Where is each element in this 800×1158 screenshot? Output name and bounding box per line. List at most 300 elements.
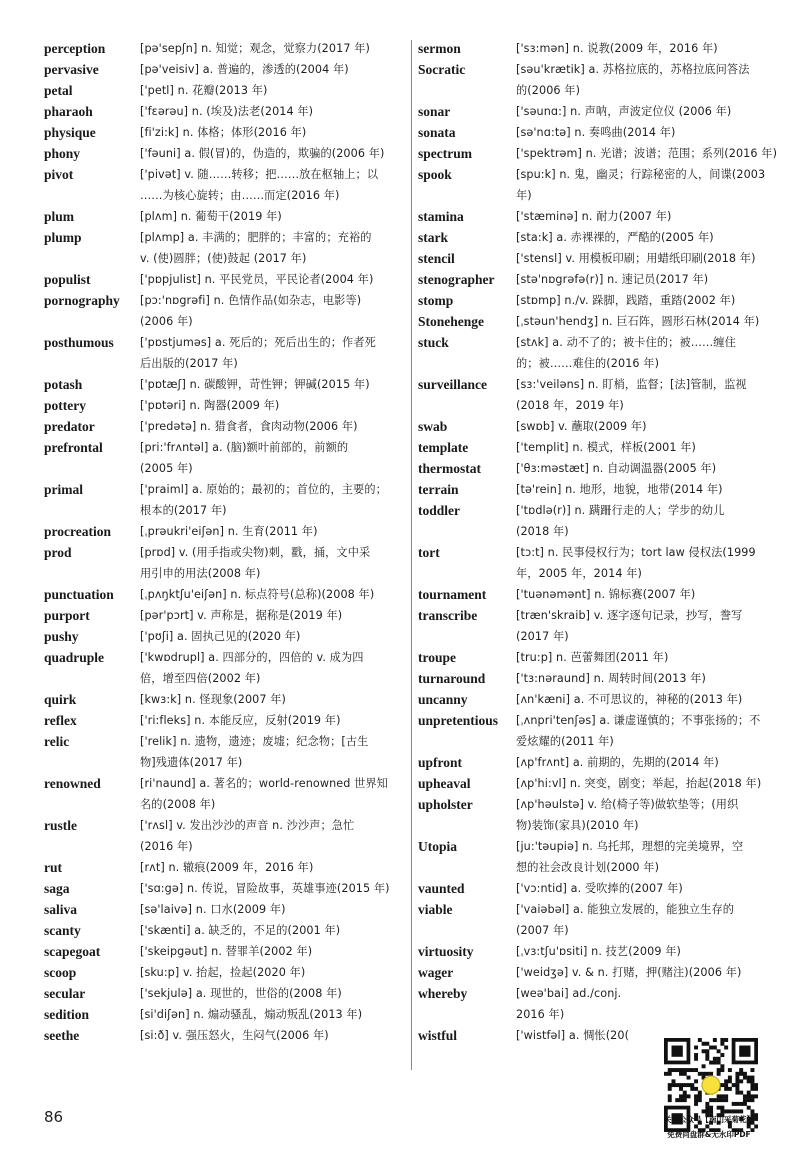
entry-word: quadruple <box>44 650 105 665</box>
definition-line: [ʌn'kæni] a. 不可思议的，神秘的(2013 年) <box>516 693 743 706</box>
entry-word: spectrum <box>418 146 472 161</box>
dictionary-entry <box>418 38 780 59</box>
entry-definition <box>516 227 780 248</box>
entry-definition <box>516 437 780 458</box>
definition-line: ['ri:fleks] n. 本能反应，反射(2019 年) <box>140 714 341 727</box>
entry-word: swab <box>418 419 448 434</box>
dictionary-entry <box>44 1004 408 1025</box>
entry-word: sonar <box>418 104 451 119</box>
entry-definition <box>140 899 408 920</box>
definition-line: 名的(2008 年) <box>140 798 216 811</box>
entry-word: pottery <box>44 398 86 413</box>
entry-word: tournament <box>418 587 487 602</box>
entry-definition <box>516 59 780 101</box>
entry-word: stenographer <box>418 272 495 287</box>
entry-word: sonata <box>418 125 456 140</box>
definition-line: ['səunɑ:] n. 声呐，声波定位仪 (2006 年) <box>516 105 732 118</box>
dictionary-entry <box>44 878 408 899</box>
entry-definition <box>140 1025 408 1046</box>
definition-line: [ju:'təupiə] n. 乌托邦，理想的完美境界，空 <box>516 840 744 853</box>
definition-line: ['predətə] n. 猎食者，食肉动物(2006 年) <box>140 420 358 433</box>
dictionary-entry <box>418 458 780 479</box>
definition-line: (2016 年) <box>140 840 193 853</box>
dictionary-entry <box>44 227 408 269</box>
definition-line: [stɒmp] n./v. 跺脚，践踏，重踏(2002 年) <box>516 294 736 307</box>
definition-line: ['sekjulə] a. 现世的，世俗的(2008 年) <box>140 987 342 1000</box>
entry-word: unpretentious <box>418 713 499 728</box>
entry-definition <box>140 962 408 983</box>
definition-line: 物]残遗体(2017 年) <box>140 756 243 769</box>
dictionary-entry <box>44 542 408 584</box>
entry-word: pivot <box>44 167 74 182</box>
definition-line: [ˌprəukri'eiʃən] n. 生育(2011 年) <box>140 525 318 538</box>
definition-line: [ʌp'frʌnt] a. 前期的，先期的(2014 年) <box>516 756 719 769</box>
dictionary-entry <box>44 143 408 164</box>
entry-word: purport <box>44 608 90 623</box>
definition-line: ['pɒtəri] n. 陶器(2009 年) <box>140 399 280 412</box>
dictionary-entry <box>44 920 408 941</box>
definition-line: [tə'rein] n. 地形，地貌，地带(2014 年) <box>516 483 723 496</box>
entry-definition <box>140 479 408 521</box>
definition-line: ['pɒtæʃ] n. 碳酸钾，苛性钾；钾碱(2015 年) <box>140 378 370 391</box>
entry-definition <box>140 59 408 80</box>
entry-definition <box>140 647 408 689</box>
entry-definition <box>140 416 408 437</box>
definition-line: 物)装饰(家具)(2010 年) <box>516 819 639 832</box>
entry-word: wager <box>418 965 454 980</box>
definition-line: ['stæminə] n. 耐力(2007 年) <box>516 210 672 223</box>
dictionary-entry <box>44 479 408 521</box>
dictionary-entry <box>44 689 408 710</box>
entry-word: relic <box>44 734 70 749</box>
entry-word: reflex <box>44 713 77 728</box>
definition-line: ['sɜ:mən] n. 说教(2009 年，2016 年) <box>516 42 718 55</box>
definition-line: [ʌp'hi:vl] n. 突变，剧变；举起，抬起(2018 年) <box>516 777 762 790</box>
dictionary-entry <box>418 773 780 794</box>
qr-caption <box>624 1112 794 1142</box>
entry-definition <box>516 374 780 416</box>
dictionary-entry <box>44 206 408 227</box>
definition-line: ['fɛərəu] n. (埃及)法老(2014 年) <box>140 105 314 118</box>
definition-line: ['pivət] v. 随……转移；把……放在枢轴上；以 <box>140 168 379 181</box>
definition-line: ['kwɒdrupl] a. 四部分的，四倍的 v. 成为四 <box>140 651 364 664</box>
entry-definition <box>516 647 780 668</box>
definition-line: [tɔ:t] n. 民事侵权行为；tort law 侵权法(1999 <box>516 546 756 559</box>
dictionary-entry <box>418 710 780 752</box>
entry-definition <box>516 122 780 143</box>
dictionary-entry <box>44 59 408 80</box>
entry-word: rut <box>44 860 62 875</box>
right-column <box>418 38 780 1046</box>
definition-line: [spu:k] n. 鬼，幽灵；行踪秘密的人，间谍(2003 <box>516 168 766 181</box>
entry-word: seethe <box>44 1028 80 1043</box>
entry-word: upholster <box>418 797 473 812</box>
entry-word: sermon <box>418 41 461 56</box>
entry-definition <box>140 395 408 416</box>
page-number: 86 <box>44 1108 64 1126</box>
dictionary-entry <box>418 899 780 941</box>
dictionary-entry <box>418 500 780 542</box>
entry-definition <box>140 731 408 773</box>
entry-definition <box>516 38 780 59</box>
definition-line: [ˌvɜ:tʃu'ɒsiti] n. 技艺(2009 年) <box>516 945 681 958</box>
entry-word: punctuation <box>44 587 114 602</box>
definition-line: [si'diʃən] n. 煽动骚乱，煽动叛乱(2013 年) <box>140 1008 363 1021</box>
definition-line: ['weidʒə] v. & n. 打赌，押(赌注)(2006 年) <box>516 966 742 979</box>
definition-line: ['praiml] a. 原始的；最初的；首位的，主要的； <box>140 483 387 496</box>
entry-definition <box>140 374 408 395</box>
definition-line: 想的社会改良计划(2000 年) <box>516 861 660 874</box>
dictionary-entry <box>418 437 780 458</box>
dictionary-entry <box>44 437 408 479</box>
entry-definition <box>516 605 780 647</box>
column-divider <box>411 40 412 1070</box>
definition-line: [ʌp'həulstə] v. 给(椅子等)做软垫等；(用织 <box>516 798 739 811</box>
entry-word: stark <box>418 230 448 245</box>
definition-line: 爱炫耀的(2011 年) <box>516 735 614 748</box>
definition-line: [sə'laivə] n. 口水(2009 年) <box>140 903 286 916</box>
definition-line: ['θɜ:məstæt] n. 自动调温器(2005 年) <box>516 462 717 475</box>
entry-definition <box>140 710 408 731</box>
entry-word: quirk <box>44 692 77 707</box>
entry-definition <box>140 38 408 59</box>
dictionary-entry <box>418 668 780 689</box>
dictionary-entry <box>418 332 780 374</box>
entry-word: virtuosity <box>418 944 474 959</box>
definition-line: [tru:p] n. 芭蕾舞团(2011 年) <box>516 651 669 664</box>
entry-definition <box>516 542 780 584</box>
definition-line: ['wistfəl] a. 惆怅(20( <box>516 1029 630 1042</box>
dictionary-entry <box>418 794 780 836</box>
definition-line: [ri'naund] a. 著名的；world-renowned 世界知 <box>140 777 388 790</box>
entry-word: whereby <box>418 986 468 1001</box>
dictionary-entry <box>44 122 408 143</box>
definition-line: 根本的(2017 年) <box>140 504 227 517</box>
dictionary-entry <box>44 626 408 647</box>
dictionary-entry <box>418 479 780 500</box>
entry-word: stuck <box>418 335 449 350</box>
definition-line: [sɜ:'veiləns] n. 盯梢，监督；[法]管制，监视 <box>516 378 747 391</box>
dictionary-entry <box>418 752 780 773</box>
entry-definition <box>516 752 780 773</box>
entry-word: viable <box>418 902 453 917</box>
dictionary-entry <box>44 815 408 857</box>
entry-definition <box>516 206 780 227</box>
entry-word: Socratic <box>418 62 466 77</box>
definition-line: ['petl] n. 花瓣(2013 年) <box>140 84 268 97</box>
dictionary-entry <box>418 689 780 710</box>
entry-word: toddler <box>418 503 460 518</box>
definition-line: ['tɜ:nəraund] n. 周转时间(2013 年) <box>516 672 706 685</box>
entry-definition <box>516 878 780 899</box>
entry-word: Utopia <box>418 839 458 854</box>
entry-word: scapegoat <box>44 944 101 959</box>
definition-line: (2018 年) <box>516 525 569 538</box>
entry-definition <box>140 332 408 374</box>
entry-word: troupe <box>418 650 457 665</box>
definition-line: [prɒd] v. (用手指或尖物)刺，戳，捅，文中采 <box>140 546 371 559</box>
entry-word: phony <box>44 146 81 161</box>
entry-definition <box>516 962 780 983</box>
definition-line: [sə'nɑ:tə] n. 奏鸣曲(2014 年) <box>516 126 676 139</box>
dictionary-entry <box>44 647 408 689</box>
definition-line: [stʌk] a. 动不了的；被卡住的；被……缠住 <box>516 336 736 349</box>
dictionary-entry <box>418 878 780 899</box>
entry-definition <box>140 815 408 857</box>
definition-line: ['vɔ:ntid] a. 受吹捧的(2007 年) <box>516 882 683 895</box>
entry-definition <box>516 416 780 437</box>
dictionary-entry <box>418 962 780 983</box>
dictionary-entry <box>418 227 780 248</box>
definition-line: 年，2005 年，2014 年) <box>516 567 642 580</box>
definition-line: 年) <box>516 189 532 202</box>
dictionary-entry <box>418 605 780 647</box>
entry-definition <box>140 689 408 710</box>
entry-definition <box>516 479 780 500</box>
dictionary-entry <box>44 38 408 59</box>
dictionary-entry <box>44 332 408 374</box>
dictionary-entry <box>44 521 408 542</box>
dictionary-entry <box>418 416 780 437</box>
qr-caption-line-1: 关注公众号【南山采菊花】 <box>664 1115 754 1124</box>
definition-line: [fi'zi:k] n. 体格；体形(2016 年) <box>140 126 307 139</box>
definition-line: ['rʌsl] v. 发出沙沙的声音 n. 沙沙声；急忙 <box>140 819 355 832</box>
definition-line: [pə'sepʃn] n. 知觉；观念，觉察力(2017 年) <box>140 42 370 55</box>
definition-line: [pər'pɔrt] v. 声称是，据称是(2019 年) <box>140 609 343 622</box>
entry-word: saga <box>44 881 70 896</box>
entry-word: template <box>418 440 469 455</box>
definition-line: 倍，增至四倍(2002 年) <box>140 672 261 685</box>
dictionary-entry <box>418 101 780 122</box>
dictionary-entry <box>418 269 780 290</box>
dictionary-entry <box>44 962 408 983</box>
entry-word: spook <box>418 167 452 182</box>
entry-word: potash <box>44 377 83 392</box>
entry-word: procreation <box>44 524 111 539</box>
definition-line: [sku:p] v. 抬起，捡起(2020 年) <box>140 966 306 979</box>
dictionary-entry <box>44 395 408 416</box>
definition-line: [ˌʌnpri'tenʃəs] a. 谦虚谨慎的；不事张扬的；不 <box>516 714 761 727</box>
dictionary-entry <box>418 836 780 878</box>
dictionary-entry <box>44 416 408 437</box>
entry-definition <box>140 80 408 101</box>
entry-word: populist <box>44 272 91 287</box>
entry-definition <box>516 248 780 269</box>
definition-line: [kwɜ:k] n. 怪现象(2007 年) <box>140 693 287 706</box>
definition-line: [weə'bai] ad./conj. <box>516 987 622 1000</box>
definition-line: 后出版的(2017 年) <box>140 357 238 370</box>
definition-line: ['skænti] a. 缺乏的，不足的(2001 年) <box>140 924 341 937</box>
entry-definition <box>140 290 408 332</box>
entry-word: tort <box>418 545 440 560</box>
definition-line: 2016 年) <box>516 1008 565 1021</box>
entry-word: prod <box>44 545 72 560</box>
definition-line: ['pɒpjulist] n. 平民党员，平民论者(2004 年) <box>140 273 374 286</box>
entry-word: primal <box>44 482 83 497</box>
dictionary-entry <box>44 374 408 395</box>
definition-line: [pri:'frʌntəl] a. (脑)额叶前部的，前额的 <box>140 441 349 454</box>
entry-definition <box>516 458 780 479</box>
entry-word: pervasive <box>44 62 99 77</box>
entry-word: plum <box>44 209 75 224</box>
definition-line: ['tuənəmənt] n. 锦标赛(2007 年) <box>516 588 696 601</box>
entry-word: predator <box>44 419 95 434</box>
entry-definition <box>140 206 408 227</box>
entry-definition <box>516 143 780 164</box>
entry-definition <box>516 668 780 689</box>
dictionary-entry <box>418 941 780 962</box>
entry-definition <box>516 500 780 542</box>
entry-word: pharaoh <box>44 104 93 119</box>
definition-line: ['skeipgəut] n. 替罪羊(2002 年) <box>140 945 313 958</box>
dictionary-entry <box>418 143 780 164</box>
entry-word: plump <box>44 230 82 245</box>
entry-definition <box>140 773 408 815</box>
definition-line: ……为核心旋转；由……而定(2016 年) <box>140 189 340 202</box>
definition-line: 的；被……难住的(2016 年) <box>516 357 660 370</box>
dictionary-entry <box>418 374 780 416</box>
definition-line: ['templit] n. 模式，样板(2001 年) <box>516 441 697 454</box>
entry-word: petal <box>44 83 73 98</box>
entry-definition <box>516 983 780 1025</box>
entry-definition <box>516 332 780 374</box>
dictionary-entry <box>44 710 408 731</box>
dictionary-entry <box>418 164 780 206</box>
definition-line: (2007 年) <box>516 924 569 937</box>
entry-word: terrain <box>418 482 459 497</box>
entry-definition <box>140 122 408 143</box>
definition-line: [rʌt] n. 辙痕(2009 年，2016 年) <box>140 861 314 874</box>
entry-definition <box>516 164 780 206</box>
entry-definition <box>516 941 780 962</box>
entry-definition <box>516 584 780 605</box>
entry-definition <box>516 794 780 836</box>
entry-word: upheaval <box>418 776 471 791</box>
definition-line: ['sɑ:gə] n. 传说，冒险故事，英雄事迹(2015 年) <box>140 882 390 895</box>
entry-word: stencil <box>418 251 455 266</box>
entry-word: vaunted <box>418 881 465 896</box>
dictionary-entry <box>418 290 780 311</box>
dictionary-entry <box>44 164 408 206</box>
dictionary-entry <box>418 311 780 332</box>
entry-definition <box>140 605 408 626</box>
definition-line: [pə'veisiv] a. 普遍的，渗透的(2004 年) <box>140 63 349 76</box>
definition-line: [pɔ:'nɒgrəfi] n. 色情作品(如杂志，电影等) <box>140 294 362 307</box>
definition-line: ['tɒdlə(r)] n. 蹒跚行走的人；学步的幼儿 <box>516 504 725 517</box>
dictionary-entry <box>44 101 408 122</box>
entry-word: turnaround <box>418 671 486 686</box>
dictionary-entry <box>44 269 408 290</box>
definition-line: [səu'krætik] a. 苏格拉底的，苏格拉底问答法 <box>516 63 750 76</box>
entry-definition <box>516 710 780 752</box>
entry-word: pornography <box>44 293 120 308</box>
definition-line: ['spektrəm] n. 光谱；波谱；范围；系列(2016 年) <box>516 147 778 160</box>
entry-definition <box>516 773 780 794</box>
entry-definition <box>516 269 780 290</box>
entry-definition <box>516 311 780 332</box>
dictionary-entry <box>418 983 780 1025</box>
entry-definition <box>140 164 408 206</box>
entry-word: perception <box>44 41 106 56</box>
definition-line: [sta:k] a. 赤裸裸的，严酷的(2005 年) <box>516 231 714 244</box>
entry-definition <box>140 1004 408 1025</box>
dictionary-entry <box>418 647 780 668</box>
definition-line: (2017 年) <box>516 630 569 643</box>
definition-line: [plʌm] n. 葡萄干(2019 年) <box>140 210 282 223</box>
entry-definition <box>516 689 780 710</box>
dictionary-entry <box>44 80 408 101</box>
qr-caption-line-2: 免费同盘群&无水印PDF <box>667 1130 751 1139</box>
definition-line: (2006 年) <box>140 315 193 328</box>
definition-line: v. (使)圆胖；(使)鼓起 (2017 年) <box>140 252 307 265</box>
definition-line: ['pʊʃi] a. 固执己见的(2020 年) <box>140 630 301 643</box>
entry-word: uncanny <box>418 692 468 707</box>
dictionary-entry <box>44 584 408 605</box>
dictionary-entry <box>44 731 408 773</box>
entry-word: Stonehenge <box>418 314 485 329</box>
entry-definition <box>140 857 408 878</box>
entry-definition <box>140 521 408 542</box>
entry-word: scanty <box>44 923 81 938</box>
dictionary-entry <box>44 773 408 815</box>
definition-line: [swɒb] v. 蘸取(2009 年) <box>516 420 647 433</box>
entry-definition <box>140 584 408 605</box>
entry-definition <box>140 269 408 290</box>
definition-line: [si:ð] v. 强压怒火，生闷气(2006 年) <box>140 1029 329 1042</box>
dictionary-entry <box>418 59 780 101</box>
dictionary-entry <box>44 1025 408 1046</box>
entry-word: thermostat <box>418 461 481 476</box>
entry-definition <box>140 878 408 899</box>
entry-definition <box>516 899 780 941</box>
entry-definition <box>140 920 408 941</box>
definition-line: ['fəuni] a. 假(冒)的，伪造的，欺骗的(2006 年) <box>140 147 385 160</box>
definition-line: ['relik] n. 遗物，遗迹；废墟；纪念物；[古生 <box>140 735 369 748</box>
entry-word: stomp <box>418 293 454 308</box>
entry-word: secular <box>44 986 86 1001</box>
entry-definition <box>516 290 780 311</box>
entry-definition <box>140 941 408 962</box>
definition-line: [stə'nɒgrəfə(r)] n. 速记员(2017 年) <box>516 273 709 286</box>
dictionary-entry <box>44 899 408 920</box>
definition-line: ['pɒstjuməs] a. 死后的；死后出生的；作者死 <box>140 336 376 349</box>
entry-word: physique <box>44 125 96 140</box>
entry-definition <box>140 143 408 164</box>
dictionary-entry <box>44 605 408 626</box>
entry-definition <box>516 101 780 122</box>
definition-line: [ˌpʌŋktʃu'eiʃən] n. 标点符号(总称)(2008 年) <box>140 588 375 601</box>
entry-definition <box>140 101 408 122</box>
dictionary-entry <box>418 122 780 143</box>
definition-line: (2018 年，2019 年) <box>516 399 624 412</box>
entry-word: renowned <box>44 776 101 791</box>
dictionary-entry <box>418 584 780 605</box>
dictionary-entry <box>44 983 408 1004</box>
entry-word: pushy <box>44 629 79 644</box>
dictionary-entry <box>44 941 408 962</box>
entry-word: surveillance <box>418 377 487 392</box>
definition-line: [ˌstəun'hendʒ] n. 巨石阵，圆形石林(2014 年) <box>516 315 760 328</box>
entry-word: upfront <box>418 755 463 770</box>
definition-line: 用引申的用法(2008 年) <box>140 567 261 580</box>
entry-definition <box>140 437 408 479</box>
entry-word: sedition <box>44 1007 90 1022</box>
entry-word: stamina <box>418 209 464 224</box>
entry-word: scoop <box>44 965 77 980</box>
entry-word: saliva <box>44 902 78 917</box>
entry-word: posthumous <box>44 335 114 350</box>
entry-definition <box>140 542 408 584</box>
